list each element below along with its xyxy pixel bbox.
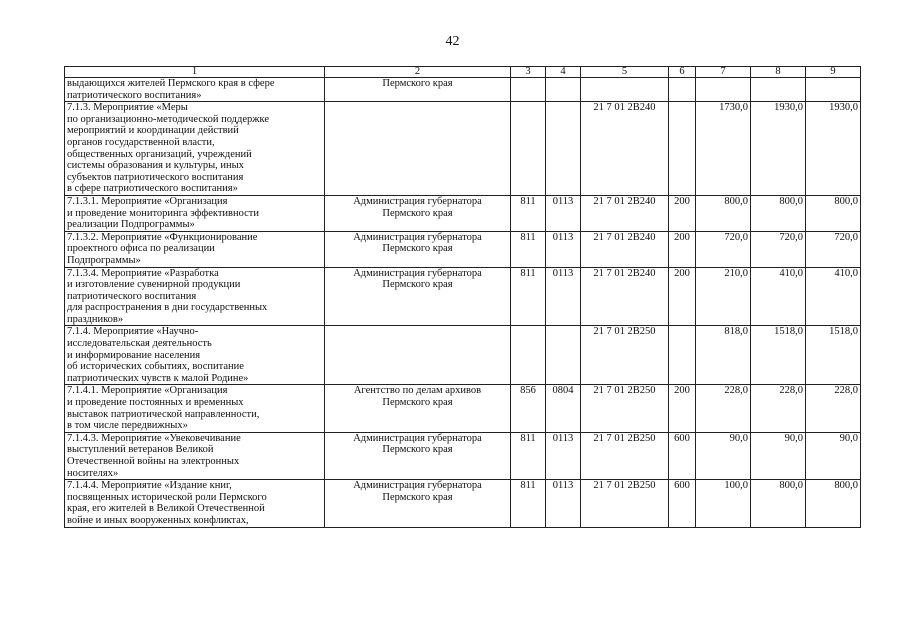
grbs-code: 811 [511, 267, 546, 326]
table-row [65, 102, 861, 196]
amount-year-1: 818,0 [696, 326, 751, 385]
target-article: 21 7 01 2В240 [581, 267, 669, 326]
expense-type [669, 78, 696, 102]
expense-type: 600 [669, 432, 696, 479]
target-article: 21 7 01 2В250 [581, 326, 669, 385]
amount-year-3: 1930,0 [806, 102, 861, 196]
executor: Администрация губернатора Пермского края [325, 432, 511, 479]
grbs-code [511, 78, 546, 102]
expense-type [669, 326, 696, 385]
grbs-code [511, 102, 546, 196]
expense-type: 200 [669, 267, 696, 326]
expense-type: 200 [669, 385, 696, 432]
executor [325, 102, 511, 196]
amount-year-2: 800,0 [751, 195, 806, 231]
col-header-3: 3 [511, 67, 546, 78]
amount-year-1: 100,0 [696, 480, 751, 527]
amount-year-2: 410,0 [751, 267, 806, 326]
col-header-9: 9 [806, 67, 861, 78]
amount-year-2: 1930,0 [751, 102, 806, 196]
amount-year-2: 1518,0 [751, 326, 806, 385]
expense-type: 200 [669, 231, 696, 267]
amount-year-1: 228,0 [696, 385, 751, 432]
amount-year-1: 210,0 [696, 267, 751, 326]
target-article: 21 7 01 2В250 [581, 385, 669, 432]
executor: Администрация губернатора Пермского края [325, 480, 511, 527]
page-number: 42 [445, 34, 460, 49]
header-row [65, 67, 861, 78]
amount-year-2: 90,0 [751, 432, 806, 479]
table-row [65, 195, 861, 231]
activity-name: 7.1.4.1. Мероприятие «Организация и проведение постоянных и временных выставок патриотической направленности, в том числе передвижных» [65, 385, 325, 432]
activity-name: выдающихся жителей Пермского края в сфере патриотического воспитания» [65, 78, 325, 102]
executor [325, 326, 511, 385]
col-header-6: 6 [669, 67, 696, 78]
amount-year-3: 800,0 [806, 195, 861, 231]
col-header-7: 7 [696, 67, 751, 78]
amount-year-3 [806, 78, 861, 102]
amount-year-2 [751, 78, 806, 102]
col-header-5: 5 [581, 67, 669, 78]
amount-year-3: 800,0 [806, 480, 861, 527]
target-article: 21 7 01 2В240 [581, 231, 669, 267]
amount-year-3: 410,0 [806, 267, 861, 326]
budget-table [64, 66, 861, 528]
target-article: 21 7 01 2В250 [581, 432, 669, 479]
target-article [581, 78, 669, 102]
activity-name: 7.1.3.1. Мероприятие «Организация и проведение мониторинга эффективности реализации Подпрограммы» [65, 195, 325, 231]
expense-type: 600 [669, 480, 696, 527]
amount-year-1: 720,0 [696, 231, 751, 267]
executor: Агентство по делам архивов Пермского края [325, 385, 511, 432]
amount-year-3: 1518,0 [806, 326, 861, 385]
table-row [65, 480, 861, 527]
section-code: 0113 [546, 267, 581, 326]
amount-year-3: 90,0 [806, 432, 861, 479]
target-article: 21 7 01 2В240 [581, 102, 669, 196]
grbs-code: 811 [511, 231, 546, 267]
target-article: 21 7 01 2В250 [581, 480, 669, 527]
activity-name: 7.1.4.4. Мероприятие «Издание книг, посвященных исторической роли Пермского края, его жителей в Великой Отечественной войне и иных вооруженных конфликтах, [65, 480, 325, 527]
executor: Администрация губернатора Пермского края [325, 267, 511, 326]
section-code: 0113 [546, 480, 581, 527]
table-row [65, 326, 861, 385]
amount-year-1: 1730,0 [696, 102, 751, 196]
executor: Пермского края [325, 78, 511, 102]
section-code: 0113 [546, 195, 581, 231]
col-header-8: 8 [751, 67, 806, 78]
section-code: 0113 [546, 432, 581, 479]
table-row [65, 78, 861, 102]
section-code [546, 326, 581, 385]
amount-year-3: 720,0 [806, 231, 861, 267]
col-header-2: 2 [325, 67, 511, 78]
amount-year-2: 228,0 [751, 385, 806, 432]
activity-name: 7.1.4.3. Мероприятие «Увековечивание выступлений ветеранов Великой Отечественной войны на электронных носителях» [65, 432, 325, 479]
activity-name: 7.1.4. Мероприятие «Научно- исследовательская деятельность и информирование населения об исторических событиях, воспитание патриотических чувств к малой Родине» [65, 326, 325, 385]
grbs-code: 811 [511, 480, 546, 527]
grbs-code: 856 [511, 385, 546, 432]
amount-year-2: 800,0 [751, 480, 806, 527]
activity-name: 7.1.3.2. Мероприятие «Функционирование проектного офиса по реализации Подпрограммы» [65, 231, 325, 267]
table-row [65, 267, 861, 326]
expense-type [669, 102, 696, 196]
section-code [546, 78, 581, 102]
target-article: 21 7 01 2В240 [581, 195, 669, 231]
activity-name: 7.1.3.4. Мероприятие «Разработка и изготовление сувенирной продукции патриотического воспитания для распространения в дни государственных праздников» [65, 267, 325, 326]
col-header-4: 4 [546, 67, 581, 78]
table-row [65, 231, 861, 267]
amount-year-1 [696, 78, 751, 102]
table-row [65, 385, 861, 432]
amount-year-2: 720,0 [751, 231, 806, 267]
table-row [65, 432, 861, 479]
grbs-code [511, 326, 546, 385]
executor: Администрация губернатора Пермского края [325, 231, 511, 267]
activity-name: 7.1.3. Мероприятие «Меры по организационно-методической поддержке мероприятий и координации действий органов государственной власти, общественных организаций, учреждений системы образования и культуры, иных субъектов патриотического воспитания в сфере патриотического воспитания» [65, 102, 325, 196]
amount-year-3: 228,0 [806, 385, 861, 432]
expense-type: 200 [669, 195, 696, 231]
amount-year-1: 90,0 [696, 432, 751, 479]
section-code [546, 102, 581, 196]
grbs-code: 811 [511, 195, 546, 231]
section-code: 0113 [546, 231, 581, 267]
amount-year-1: 800,0 [696, 195, 751, 231]
section-code: 0804 [546, 385, 581, 432]
grbs-code: 811 [511, 432, 546, 479]
col-header-1: 1 [65, 67, 325, 78]
executor: Администрация губернатора Пермского края [325, 195, 511, 231]
